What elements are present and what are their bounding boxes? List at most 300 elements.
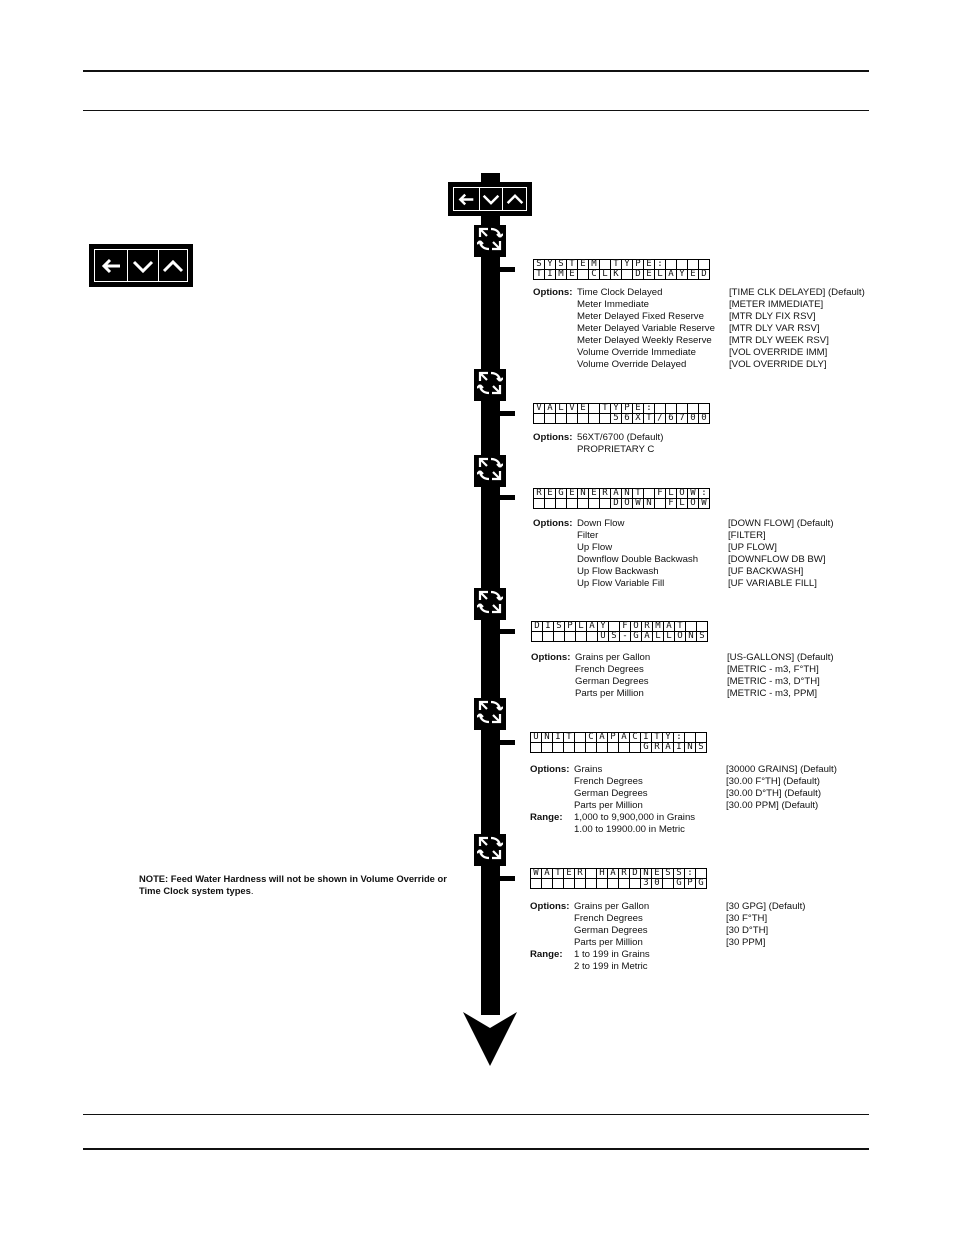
- option-label: [531, 664, 575, 676]
- lcd-cell: [556, 414, 567, 424]
- lcd-cell: [586, 879, 597, 889]
- option-code: [UF BACKWASH]: [728, 566, 804, 577]
- options-valve-type: [533, 432, 728, 456]
- option-text: Volume Override Delayed: [577, 359, 687, 370]
- lcd-row: [534, 270, 710, 280]
- option-row: [533, 444, 728, 456]
- lcd-cell: P: [622, 404, 633, 414]
- lcd-row: [531, 733, 707, 743]
- option-text: Filter: [577, 530, 599, 541]
- option-label: [531, 676, 575, 688]
- option-row: [533, 287, 865, 299]
- lcd-row: [532, 622, 708, 632]
- footer-rule-top: [83, 1114, 869, 1115]
- lcd-cell: [699, 404, 710, 414]
- lcd-system-type: [533, 259, 710, 280]
- lcd-water-hardness: [530, 868, 707, 889]
- lcd-cell: [531, 743, 542, 753]
- lcd-cell: D: [532, 622, 543, 632]
- flow-line: [481, 620, 500, 699]
- lcd-cell: I: [553, 733, 564, 743]
- option-label: [530, 800, 574, 812]
- lcd-cell: L: [556, 404, 567, 414]
- down-key[interactable]: [128, 249, 158, 282]
- lcd-cell: [567, 499, 578, 509]
- next-step-button[interactable]: [474, 834, 506, 866]
- flow-line: [481, 257, 500, 370]
- lcd-cell: [699, 260, 710, 270]
- down-key[interactable]: [480, 187, 504, 211]
- lcd-cell: I: [543, 622, 554, 632]
- option-text: Volume Override Immediate: [577, 347, 696, 358]
- lcd-cell: U: [531, 733, 542, 743]
- lcd-cell: [564, 879, 575, 889]
- lcd-cell: 0: [688, 414, 699, 424]
- lcd-cell: D: [611, 499, 622, 509]
- keypad-start: [448, 182, 532, 216]
- lcd-cell: L: [655, 270, 666, 280]
- option-label: Options:: [533, 287, 573, 298]
- back-key[interactable]: [453, 187, 480, 211]
- lcd-cell: [600, 499, 611, 509]
- lcd-cell: [564, 743, 575, 753]
- lcd-cell: [630, 743, 641, 753]
- lcd-cell: [543, 632, 554, 642]
- back-key[interactable]: [94, 249, 128, 282]
- lcd-cell: [600, 414, 611, 424]
- option-text: 1 to 199 in Grains: [574, 949, 650, 960]
- lcd-cell: P: [565, 622, 576, 632]
- lcd-cell: /: [655, 414, 666, 424]
- lcd-cell: L: [653, 632, 664, 642]
- next-step-button[interactable]: [474, 369, 506, 401]
- option-row: [531, 676, 834, 688]
- note-period: .: [250, 885, 254, 896]
- option-label: [533, 299, 577, 311]
- lcd-cell: W: [699, 499, 710, 509]
- lcd-cell: [586, 743, 597, 753]
- option-text: Meter Immediate: [577, 299, 649, 310]
- lcd-cell: G: [631, 632, 642, 642]
- lcd-cell: I: [641, 733, 652, 743]
- lcd-cell: N: [644, 499, 655, 509]
- lcd-cell: [545, 499, 556, 509]
- lcd-display-format: [531, 621, 708, 642]
- lcd-cell: [576, 632, 587, 642]
- option-row: [530, 788, 837, 800]
- option-code: [US-GALLONS] (Default): [727, 652, 834, 663]
- lcd-row: [532, 632, 708, 642]
- note-text: NOTE: Feed Water Hardness will not be shown in Volume Override or Time Clock system types: [139, 873, 447, 896]
- lcd-cell: W: [633, 499, 644, 509]
- lcd-cell: G: [641, 743, 652, 753]
- option-code: [30000 GRAINS] (Default): [726, 764, 837, 775]
- lcd-cell: E: [578, 404, 589, 414]
- option-row: [533, 530, 834, 542]
- option-label: Range:: [530, 812, 563, 823]
- lcd-cell: A: [542, 869, 553, 879]
- lcd-cell: M: [653, 622, 664, 632]
- lcd-cell: E: [545, 489, 556, 499]
- next-step-button[interactable]: [474, 225, 506, 257]
- lcd-cell: R: [575, 869, 586, 879]
- option-row: [531, 652, 834, 664]
- cycle-arrows-icon: [477, 226, 503, 257]
- lcd-cell: [589, 499, 600, 509]
- option-text: Downflow Double Backwash: [577, 554, 699, 565]
- feed-water-hardness-note: [139, 873, 469, 897]
- option-label: [533, 530, 577, 542]
- lcd-cell: G: [556, 489, 567, 499]
- lcd-cell: [685, 733, 696, 743]
- option-text: Down Flow: [577, 518, 625, 529]
- lcd-cell: Y: [663, 733, 674, 743]
- option-label: [533, 323, 577, 335]
- lcd-cell: G: [696, 879, 707, 889]
- lcd-cell: [697, 622, 708, 632]
- lcd-cell: [578, 270, 589, 280]
- lcd-cell: E: [578, 260, 589, 270]
- option-row: [533, 311, 865, 323]
- lcd-cell: [644, 489, 655, 499]
- lcd-cell: T: [675, 622, 686, 632]
- lcd-cell: S: [674, 869, 685, 879]
- lcd-cell: C: [586, 733, 597, 743]
- lcd-cell: -: [620, 632, 631, 642]
- option-row: [531, 664, 834, 676]
- option-row: [533, 432, 728, 444]
- option-text: 1,000 to 9,900,000 in Grains: [574, 812, 696, 823]
- lcd-cell: 6: [622, 414, 633, 424]
- option-row: [533, 323, 865, 335]
- lcd-cell: 0: [699, 414, 710, 424]
- option-label: Options:: [530, 764, 570, 775]
- option-label: [533, 578, 577, 590]
- option-code: [METRIC - m3, D°TH]: [727, 676, 820, 687]
- lcd-cell: A: [587, 622, 598, 632]
- option-label: [531, 688, 575, 700]
- option-text: Parts per Million: [574, 937, 643, 948]
- lcd-cell: [619, 743, 630, 753]
- lcd-cell: A: [597, 733, 608, 743]
- lcd-cell: D: [633, 270, 644, 280]
- option-row: [533, 566, 834, 578]
- lcd-cell: O: [688, 499, 699, 509]
- lcd-cell: S: [534, 260, 545, 270]
- option-label: Options:: [530, 901, 570, 912]
- lcd-cell: W: [531, 869, 542, 879]
- option-label: [533, 554, 577, 566]
- lcd-cell: [608, 743, 619, 753]
- option-label: [533, 335, 577, 347]
- next-step-button[interactable]: [474, 588, 506, 620]
- lcd-cell: P: [685, 879, 696, 889]
- lcd-cell: N: [542, 733, 553, 743]
- lcd-cell: X: [633, 414, 644, 424]
- lcd-cell: I: [545, 270, 556, 280]
- lcd-cell: [567, 414, 578, 424]
- lcd-cell: E: [652, 869, 663, 879]
- option-label: [530, 937, 574, 949]
- options-display-format: [531, 652, 834, 700]
- lcd-row: [531, 879, 707, 889]
- display-connector: [500, 876, 515, 881]
- option-code: [MTR DLY WEEK RSV]: [729, 335, 829, 346]
- option-row: [533, 335, 865, 347]
- lcd-cell: [666, 404, 677, 414]
- lcd-cell: [565, 632, 576, 642]
- lcd-cell: O: [677, 489, 688, 499]
- lcd-cell: A: [619, 733, 630, 743]
- lcd-cell: [545, 414, 556, 424]
- lcd-cell: E: [567, 270, 578, 280]
- lcd-cell: [666, 260, 677, 270]
- lcd-cell: S: [696, 743, 707, 753]
- lcd-cell: K: [611, 270, 622, 280]
- option-label: [533, 311, 577, 323]
- option-label: [533, 542, 577, 554]
- option-code: [30 PPM]: [726, 937, 766, 948]
- lcd-regenerant-flow: [533, 488, 710, 509]
- option-text: PROPRIETARY C: [577, 444, 655, 455]
- option-row: [530, 764, 837, 776]
- lcd-cell: C: [630, 733, 641, 743]
- lcd-cell: T: [553, 869, 564, 879]
- next-step-button[interactable]: [474, 698, 506, 730]
- lcd-cell: S: [663, 869, 674, 879]
- lcd-cell: R: [600, 489, 611, 499]
- option-row: [530, 901, 805, 913]
- lcd-cell: [534, 499, 545, 509]
- lcd-cell: T: [652, 733, 663, 743]
- lcd-row: [531, 869, 707, 879]
- option-code: [DOWNFLOW DB BW]: [728, 554, 826, 565]
- option-code: [30.00 D°TH] (Default): [726, 788, 822, 799]
- lcd-cell: E: [644, 260, 655, 270]
- option-row: [530, 925, 805, 937]
- lcd-cell: V: [567, 404, 578, 414]
- lcd-cell: [578, 499, 589, 509]
- option-code: [VOL OVERRIDE IMM]: [729, 347, 828, 358]
- lcd-cell: T: [633, 489, 644, 499]
- lcd-cell: [556, 499, 567, 509]
- lcd-cell: E: [688, 270, 699, 280]
- lcd-cell: M: [556, 270, 567, 280]
- lcd-cell: A: [663, 743, 674, 753]
- lcd-row: [534, 489, 710, 499]
- option-text: Parts per Million: [575, 688, 644, 699]
- flow-line: [481, 730, 500, 834]
- option-text: Up Flow Backwash: [577, 566, 659, 577]
- lcd-cell: Y: [598, 622, 609, 632]
- chevron-down-icon: [132, 259, 154, 273]
- option-label: [530, 788, 574, 800]
- option-text: Meter Delayed Variable Reserve: [577, 323, 715, 334]
- lcd-cell: A: [642, 632, 653, 642]
- lcd-row: [534, 260, 710, 270]
- lcd-cell: P: [633, 260, 644, 270]
- option-label: Range:: [530, 949, 563, 960]
- option-code: [UF VARIABLE FILL]: [728, 578, 817, 589]
- lcd-cell: [630, 879, 641, 889]
- lcd-cell: [553, 879, 564, 889]
- lcd-cell: [575, 733, 586, 743]
- lcd-cell: [586, 869, 597, 879]
- option-text: Up Flow: [577, 542, 613, 553]
- option-text: French Degrees: [574, 913, 643, 924]
- lcd-cell: T: [600, 404, 611, 414]
- options-unit-capacity: [530, 764, 837, 836]
- lcd-cell: [677, 404, 688, 414]
- lcd-cell: A: [666, 270, 677, 280]
- lcd-cell: L: [666, 489, 677, 499]
- lcd-cell: Y: [622, 260, 633, 270]
- option-code: [30 GPG] (Default): [726, 901, 806, 912]
- lcd-cell: N: [686, 632, 697, 642]
- option-text: Parts per Million: [574, 800, 643, 811]
- lcd-cell: O: [631, 622, 642, 632]
- lcd-cell: 7: [677, 414, 688, 424]
- lcd-cell: G: [674, 879, 685, 889]
- lcd-cell: [677, 260, 688, 270]
- lcd-cell: T: [534, 270, 545, 280]
- left-arrow-icon: [100, 258, 122, 274]
- option-row: [530, 949, 805, 961]
- lcd-cell: [655, 499, 666, 509]
- lcd-cell: :: [674, 733, 685, 743]
- lcd-cell: V: [534, 404, 545, 414]
- lcd-cell: [587, 632, 598, 642]
- option-code: [METRIC - m3, F°TH]: [727, 664, 819, 675]
- lcd-cell: [688, 404, 699, 414]
- option-text: Grains per Gallon: [574, 901, 650, 912]
- lcd-cell: 6: [666, 414, 677, 424]
- lcd-cell: [554, 632, 565, 642]
- lcd-cell: L: [664, 632, 675, 642]
- option-row: [530, 824, 837, 836]
- display-connector: [500, 267, 515, 272]
- lcd-valve-type: [533, 403, 710, 424]
- option-label: Options:: [531, 652, 571, 663]
- lcd-row: [534, 414, 710, 424]
- lcd-cell: Y: [545, 260, 556, 270]
- lcd-cell: [578, 414, 589, 424]
- lcd-unit-capacity: [530, 732, 707, 753]
- option-row: [531, 688, 834, 700]
- lcd-cell: [531, 879, 542, 889]
- lcd-cell: R: [652, 743, 663, 753]
- lcd-cell: [696, 733, 707, 743]
- cycle-arrows-icon: [477, 589, 503, 620]
- up-key[interactable]: [159, 249, 188, 282]
- option-text: French Degrees: [575, 664, 644, 675]
- lcd-cell: E: [564, 869, 575, 879]
- options-regenerant-flow: [533, 518, 834, 590]
- lcd-cell: N: [622, 489, 633, 499]
- lcd-cell: S: [697, 632, 708, 642]
- lcd-cell: S: [609, 632, 620, 642]
- option-text: French Degrees: [574, 776, 643, 787]
- chevron-up-icon: [506, 193, 524, 205]
- display-connector: [500, 495, 515, 500]
- option-label: Options:: [533, 518, 573, 529]
- lcd-cell: [609, 622, 620, 632]
- lcd-cell: R: [619, 869, 630, 879]
- lcd-cell: [622, 270, 633, 280]
- option-label: [533, 359, 577, 371]
- option-label: [530, 961, 574, 973]
- lcd-cell: [597, 879, 608, 889]
- option-code: [30.00 F°TH] (Default): [726, 776, 820, 787]
- option-row: [530, 812, 837, 824]
- lcd-cell: A: [545, 404, 556, 414]
- flow-line: [481, 401, 500, 456]
- option-label: [533, 347, 577, 359]
- option-row: [533, 347, 865, 359]
- lcd-cell: L: [677, 499, 688, 509]
- display-connector: [500, 411, 515, 416]
- option-text: German Degrees: [574, 925, 648, 936]
- lcd-cell: :: [644, 404, 655, 414]
- lcd-cell: E: [633, 404, 644, 414]
- lcd-cell: [542, 879, 553, 889]
- lcd-cell: L: [600, 270, 611, 280]
- lcd-cell: L: [576, 622, 587, 632]
- lcd-cell: N: [641, 869, 652, 879]
- option-text: Grains: [574, 764, 603, 775]
- lcd-cell: 3: [641, 879, 652, 889]
- lcd-cell: E: [644, 270, 655, 280]
- lcd-cell: C: [589, 270, 600, 280]
- header-rule-top: [83, 70, 869, 72]
- option-label: [530, 776, 574, 788]
- lcd-cell: [696, 869, 707, 879]
- lcd-cell: [597, 743, 608, 753]
- lcd-cell: [553, 743, 564, 753]
- lcd-cell: [534, 414, 545, 424]
- lcd-cell: S: [556, 260, 567, 270]
- lcd-cell: [589, 404, 600, 414]
- lcd-row: [534, 404, 710, 414]
- option-row: [533, 299, 865, 311]
- lcd-cell: T: [564, 733, 575, 743]
- cycle-arrows-icon: [477, 699, 503, 730]
- lcd-cell: [589, 414, 600, 424]
- lcd-cell: E: [589, 489, 600, 499]
- lcd-cell: D: [630, 869, 641, 879]
- option-row: [530, 800, 837, 812]
- lcd-cell: D: [699, 270, 710, 280]
- option-text: German Degrees: [575, 676, 649, 687]
- up-key[interactable]: [503, 187, 527, 211]
- lcd-cell: U: [598, 632, 609, 642]
- lcd-cell: :: [685, 869, 696, 879]
- footer-rule-bottom: [83, 1148, 869, 1150]
- option-text: Meter Delayed Fixed Reserve: [577, 311, 704, 322]
- next-step-button[interactable]: [474, 455, 506, 487]
- option-text: Up Flow Variable Fill: [577, 578, 665, 589]
- cycle-arrows-icon: [477, 835, 503, 866]
- lcd-cell: T: [644, 414, 655, 424]
- lcd-cell: [663, 879, 674, 889]
- option-row: [533, 542, 834, 554]
- option-label: [530, 913, 574, 925]
- option-row: [533, 359, 865, 371]
- option-text: Time Clock Delayed: [577, 287, 663, 298]
- chevron-down-icon: [482, 193, 500, 205]
- lcd-cell: [619, 879, 630, 889]
- flow-line: [481, 487, 500, 589]
